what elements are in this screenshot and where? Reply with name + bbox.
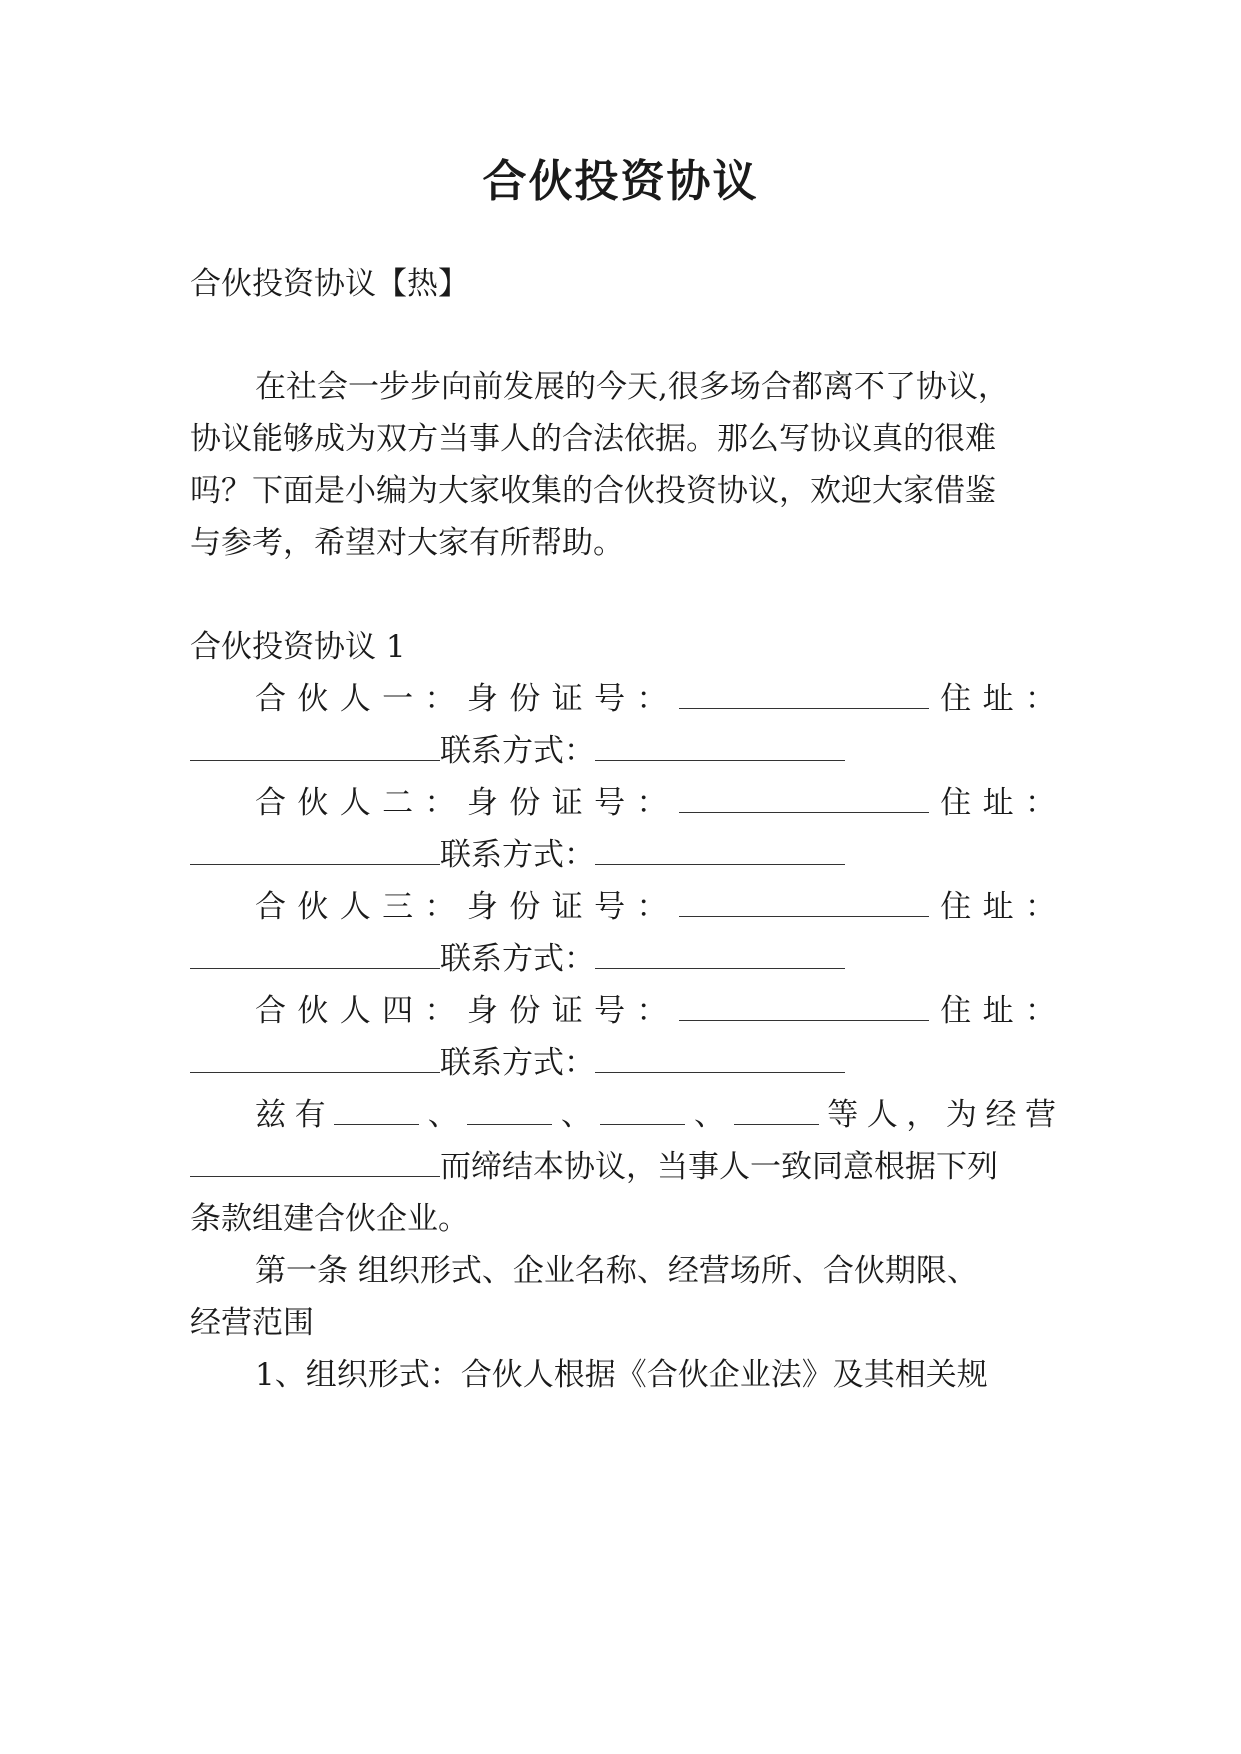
item-1-text: 1、组织形式：合伙人根据《合伙企业法》及其相关规 (255, 1357, 988, 1393)
partner-4-line (255, 989, 1056, 1033)
clause-sep: 、 (552, 1097, 601, 1133)
clause-prefix: 兹有 (255, 1097, 335, 1133)
partner-1-contact-line (190, 729, 1056, 773)
partner-1-address-blank[interactable] (190, 730, 440, 761)
partner-3-contact-blank[interactable] (595, 938, 845, 969)
contact-label: 联系方式： (440, 837, 595, 873)
partner-2-contact-line (190, 833, 1056, 877)
partner-4-contact-blank[interactable] (595, 1042, 845, 1073)
intro-line-4: 与参考，希望对大家有所帮助。 (190, 525, 624, 561)
partner-2-address-label: 住址： (928, 785, 1056, 821)
partner-1-contact-blank[interactable] (595, 730, 845, 761)
partner-3-line (255, 885, 1056, 929)
contact-label: 联系方式： (440, 733, 595, 769)
clause-suffix: 等人，为经营 (818, 1097, 1056, 1133)
contact-label: 联系方式： (440, 941, 595, 977)
clause-intro-line-2 (190, 1145, 1056, 1189)
partner-4-address-label: 住址： (928, 993, 1056, 1029)
party-blank-2[interactable] (467, 1094, 552, 1125)
section-title: 合伙投资协议 1 (190, 629, 406, 665)
partner-3-address-blank[interactable] (190, 938, 440, 969)
clause-sep: 、 (419, 1097, 468, 1133)
partner-3-label: 合伙人三：身份证号： (255, 889, 679, 925)
partner-3-address-label: 住址： (928, 889, 1056, 925)
partner-2-label: 合伙人二：身份证号： (255, 785, 679, 821)
party-blank-4[interactable] (734, 1094, 819, 1125)
partner-1-id-blank[interactable] (679, 678, 929, 709)
party-blank-1[interactable] (334, 1094, 419, 1125)
partner-4-address-blank[interactable] (190, 1042, 440, 1073)
clause-intro-line-3: 条款组建合伙企业。 (190, 1201, 469, 1237)
clause-line2-suffix: 而缔结本协议，当事人一致同意根据下列 (440, 1149, 998, 1185)
partner-3-contact-line (190, 937, 1056, 981)
partner-3-id-blank[interactable] (679, 886, 929, 917)
contact-label: 联系方式： (440, 1045, 595, 1081)
article-1-heading-cont: 经营范围 (190, 1305, 314, 1341)
partner-4-contact-line (190, 1041, 1056, 1085)
business-blank[interactable] (190, 1146, 440, 1177)
partner-1-line (255, 677, 1056, 721)
document-subtitle: 合伙投资协议【热】 (190, 266, 469, 302)
document-title: 合伙投资协议 (482, 156, 759, 207)
partner-2-contact-blank[interactable] (595, 834, 845, 865)
intro-line-2: 协议能够成为双方当事人的合法依据。那么写协议真的很难 (190, 421, 996, 457)
clause-sep: 、 (685, 1097, 734, 1133)
partner-2-line (255, 781, 1056, 825)
article-1-heading: 第一条 组织形式、企业名称、经营场所、合伙期限、 (255, 1253, 978, 1289)
partner-2-id-blank[interactable] (679, 782, 929, 813)
partner-1-label: 合伙人一：身份证号： (255, 681, 679, 717)
partner-4-id-blank[interactable] (679, 990, 929, 1021)
partner-4-label: 合伙人四：身份证号： (255, 993, 679, 1029)
intro-line-3: 吗？下面是小编为大家收集的合伙投资协议，欢迎大家借鉴 (190, 473, 996, 509)
partner-2-address-blank[interactable] (190, 834, 440, 865)
partner-1-address-label: 住址： (928, 681, 1056, 717)
intro-line-1: 在社会一步步向前发展的今天,很多场合都离不了协议， (255, 369, 1009, 405)
clause-intro-line-1 (255, 1093, 1056, 1137)
party-blank-3[interactable] (600, 1094, 685, 1125)
